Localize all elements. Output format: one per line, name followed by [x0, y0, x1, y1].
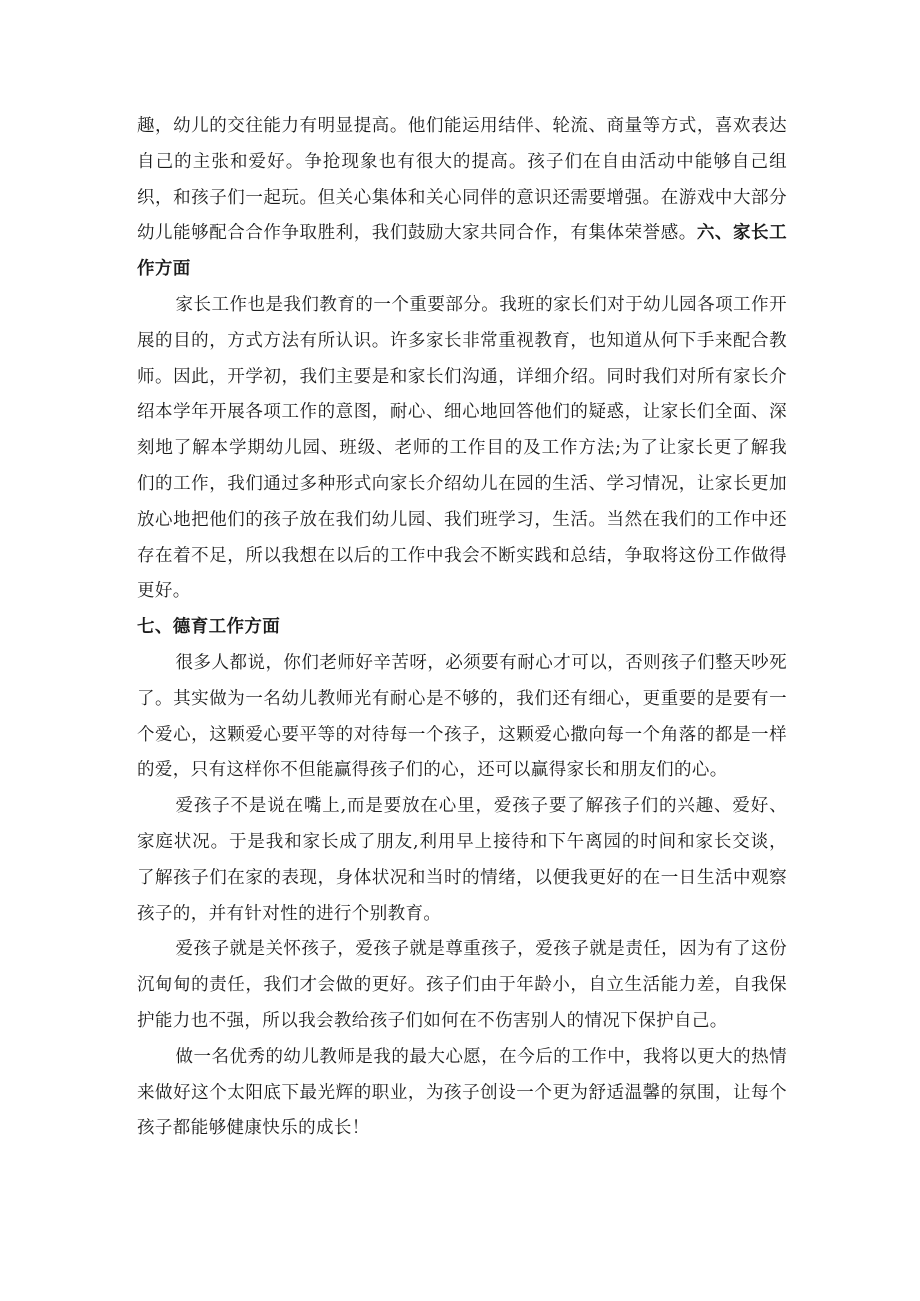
- paragraph-continued: [137, 109, 787, 288]
- section-heading-parent-work: 六、家长工作方面: [137, 223, 787, 280]
- paragraph-parent-work: 家长工作也是我们教育的一个重要部分。我班的家长们对于幼儿园各项工作开展的目的，方式方法有所认识。许多家长非常重视教育，也知道从何下手来配合教师。因此，开学初，我们主要是和家长们沟通，详细介绍。同时我们对所有家长介绍本学年开展各项工作的意图，耐心、细心地回答他们的疑惑，让家长们全面、深刻地了解本学期幼儿园、班级、老师的工作目的及工作方法;为了让家长更了解我们的工作，我们通过多种形式向家长介绍幼儿在园的生活、学习情况，让家长更加放心地把他们的孩子放在我们幼儿园、我们班学习，生活。当然在我们的工作中还存在着不足，所以我想在以后的工作中我会不断实践和总结，争取将这份工作做得更好。: [137, 294, 787, 602]
- paragraph-text: 趣，幼儿的交往能力有明显提高。他们能运用结伴、轮流、商量等方式，喜欢表达自己的主张和爱好。争抢现象也有很大的提高。孩子们在自由活动中能够自己组织，和孩子们一起玩。但关心集体和关心同伴的意识还需要增强。在游戏中大部分幼儿能够配合合作争取胜利，我们鼓励大家共同合作，有集体荣誉感。: [137, 116, 787, 244]
- document-body: [137, 109, 787, 1147]
- paragraph-wish: 做一名优秀的幼儿教师是我的最大心愿，在今后的工作中，我将以更大的热情来做好这个太阳底下最光辉的职业，为孩子创设一个更为舒适温馨的氛围，让每个孩子都能够健康快乐的成长！: [137, 1046, 787, 1139]
- paragraph-responsibility: 爱孩子就是关怀孩子，爱孩子就是尊重孩子，爱孩子就是责任，因为有了这份沉甸甸的责任，我们才会做的更好。孩子们由于年龄小，自立生活能力差，自我保护能力也不强，所以我会教给孩子们如何在不伤害别人的情况下保护自己。: [137, 939, 787, 1031]
- paragraph-love-children: 爱孩子不是说在嘴上,而是要放在心里，爱孩子要了解孩子们的兴趣、爱好、家庭状况。于是我和家长成了朋友,利用早上接待和下午离园的时间和家长交谈，了解孩子们在家的表现，身体状况和当时的情绪，以便我更好的在一日生活中观察孩子的，并有针对性的进行个别教育。: [137, 796, 787, 924]
- paragraph-patience: 很多人都说，你们老师好辛苦呀，必须要有耐心才可以，否则孩子们整天吵死了。其实做为一名幼儿教师光有耐心是不够的，我们还有细心，更重要的是要有一个爱心，这颗爱心要平等的对待每一个孩子，这颗爱心撒向每一个角落的都是一样的爱，只有这样你不但能赢得孩子们的心，还可以赢得家长和朋友们的心。: [137, 652, 787, 781]
- section-heading-moral-education: 七、德育工作方面: [137, 617, 281, 638]
